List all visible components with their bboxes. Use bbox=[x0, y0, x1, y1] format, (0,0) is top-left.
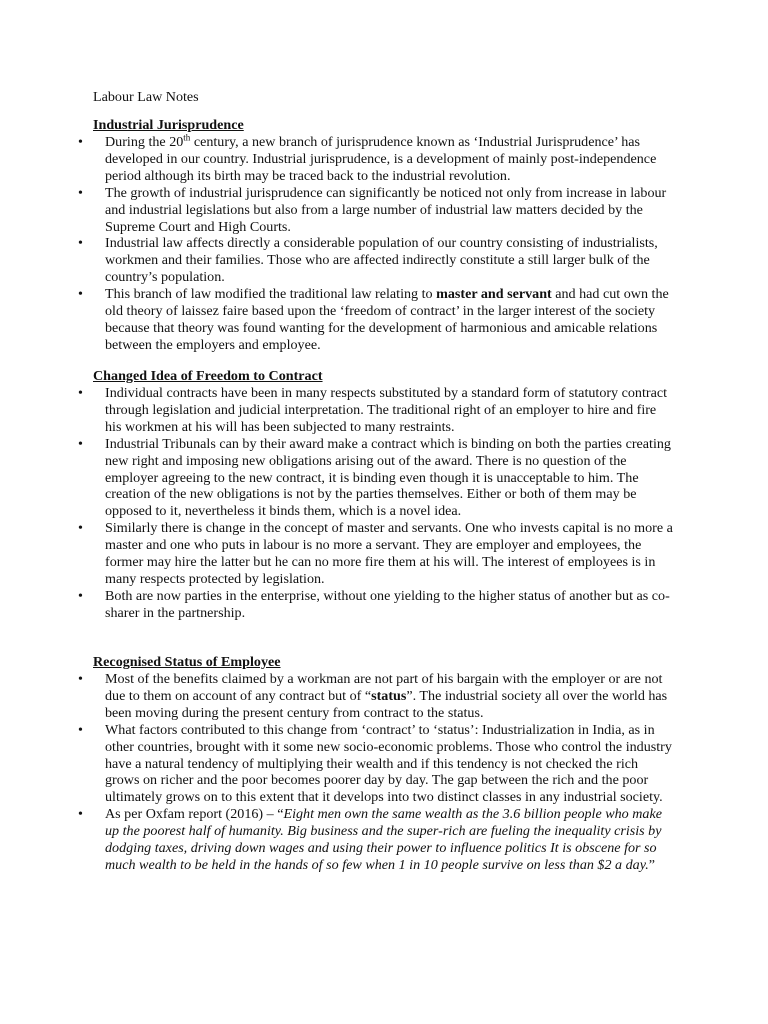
list-item-text: Most of the benefits claimed by a workman are not part of his bargain with the employer or are not due to them on account of any contract but of “status”. The industrial society all over the world has been moving during the present century from contract to the status. bbox=[105, 671, 668, 721]
list-item-text: During the 20th century, a new branch of jurisprudence known as ‘Industrial Jurisprudence’ has developed in our country. Industrial jurisprudence, is a development of mainly post-independence period although its birth may be traced back to the industrial revolution. bbox=[105, 132, 657, 184]
list-item bbox=[0, 235, 673, 286]
bullet-icon: • bbox=[78, 134, 83, 150]
list-item-text: Both are now parties in the enterprise, without one yielding to the higher status of another but as co-sharer in the partnership. bbox=[105, 587, 670, 621]
document-title: Labour Law Notes bbox=[93, 89, 199, 105]
bullet-icon: • bbox=[78, 671, 83, 687]
list-item-text: Similarly there is change in the concept of master and servants. One who invests capital is no more a master and one who puts in labour is no more a servant. They are employer and employees, the former may hire the latter but he can no more fire them at his will. The interest of employees is in many respects protected by legislation. bbox=[105, 520, 673, 587]
bullet-icon: • bbox=[78, 235, 83, 252]
list-item bbox=[0, 520, 673, 588]
list-item-text: As per Oxfam report (2016) – “Eight men own the same wealth as the 3.6 billion people who make up the poorest half of humanity. Big business and the super-rich are fueling the inequality crisis by dodging taxes, driving down wages and using their power to influence politics It is obscene for so much wealth to be held in the hands of so few when 1 in 10 people survive on less than $2 a day.” bbox=[105, 806, 662, 873]
bullet-icon: • bbox=[78, 806, 83, 823]
list-item bbox=[0, 385, 673, 436]
bullet-list bbox=[0, 385, 768, 622]
bullet-icon: • bbox=[78, 435, 83, 452]
list-item bbox=[0, 722, 673, 807]
bullet-icon: • bbox=[78, 385, 83, 401]
list-item bbox=[0, 671, 673, 722]
bullet-icon: • bbox=[78, 520, 83, 537]
bullet-list bbox=[0, 134, 768, 354]
list-item-text: The growth of industrial jurisprudence can significantly be noticed not only from increase in labour and industrial legislations but also from a large number of industrial law matters decided by the Supreme Court and High Courts. bbox=[105, 184, 667, 235]
section-heading: Changed Idea of Freedom to Contract bbox=[93, 368, 323, 384]
bullet-icon: • bbox=[78, 587, 83, 604]
list-item bbox=[0, 588, 673, 622]
list-item-text: This branch of law modified the traditional law relating to master and servant and had cut own the old theory of laissez faire based upon the ‘freedom of contract’ in the larger interest of the society because that theory was found wanting for the development of harmonious and amicable relations between the employers and employee. bbox=[105, 286, 669, 353]
list-item bbox=[0, 134, 673, 185]
list-item-text: Individual contracts have been in many respects substituted by a standard form of statutory contract through legislation and judicial interpretation. The traditional right of an employer to hire and fire his workmen at his will has been subjected to many restraints. bbox=[105, 385, 668, 435]
list-item-text: Industrial law affects directly a considerable population of our country consisting of industrialists, workmen and their families. Those who are affected indirectly constitute a still larger bulk of the country’s population. bbox=[105, 235, 658, 286]
list-item bbox=[0, 286, 673, 354]
list-item bbox=[0, 185, 673, 236]
bullet-list bbox=[0, 671, 768, 874]
bullet-icon: • bbox=[78, 286, 83, 303]
bullet-icon: • bbox=[78, 721, 83, 738]
section-heading: Industrial Jurisprudence bbox=[93, 117, 244, 133]
list-item bbox=[0, 436, 673, 521]
list-item-text: What factors contributed to this change from ‘contract’ to ‘status’: Industrialization in India, as in other countries, brought with it some new socio-economic problems. Those who control the industry have a natural tendency of multiplying their wealth and if this tendency is not checked the rich grows on richer and the poor becomes poorer day by day. The gap between the rich and the poor ultimately grows on to this extent that it develops into two distinct classes in any industrial society. bbox=[105, 721, 672, 806]
list-item bbox=[0, 806, 673, 874]
bullet-icon: • bbox=[78, 184, 83, 201]
section-heading: Recognised Status of Employee bbox=[93, 654, 281, 670]
list-item-text: Industrial Tribunals can by their award make a contract which is binding on both the parties creating new right and imposing new obligations arising out of the award. There is no question of the employer agreeing to the new contract, it is binding even though it is unacceptable to him. The creation of the new obligations is not by the parties themselves. Either or both of them may be opposed to it, nevertheless it binds them, which is a novel idea. bbox=[105, 435, 671, 520]
